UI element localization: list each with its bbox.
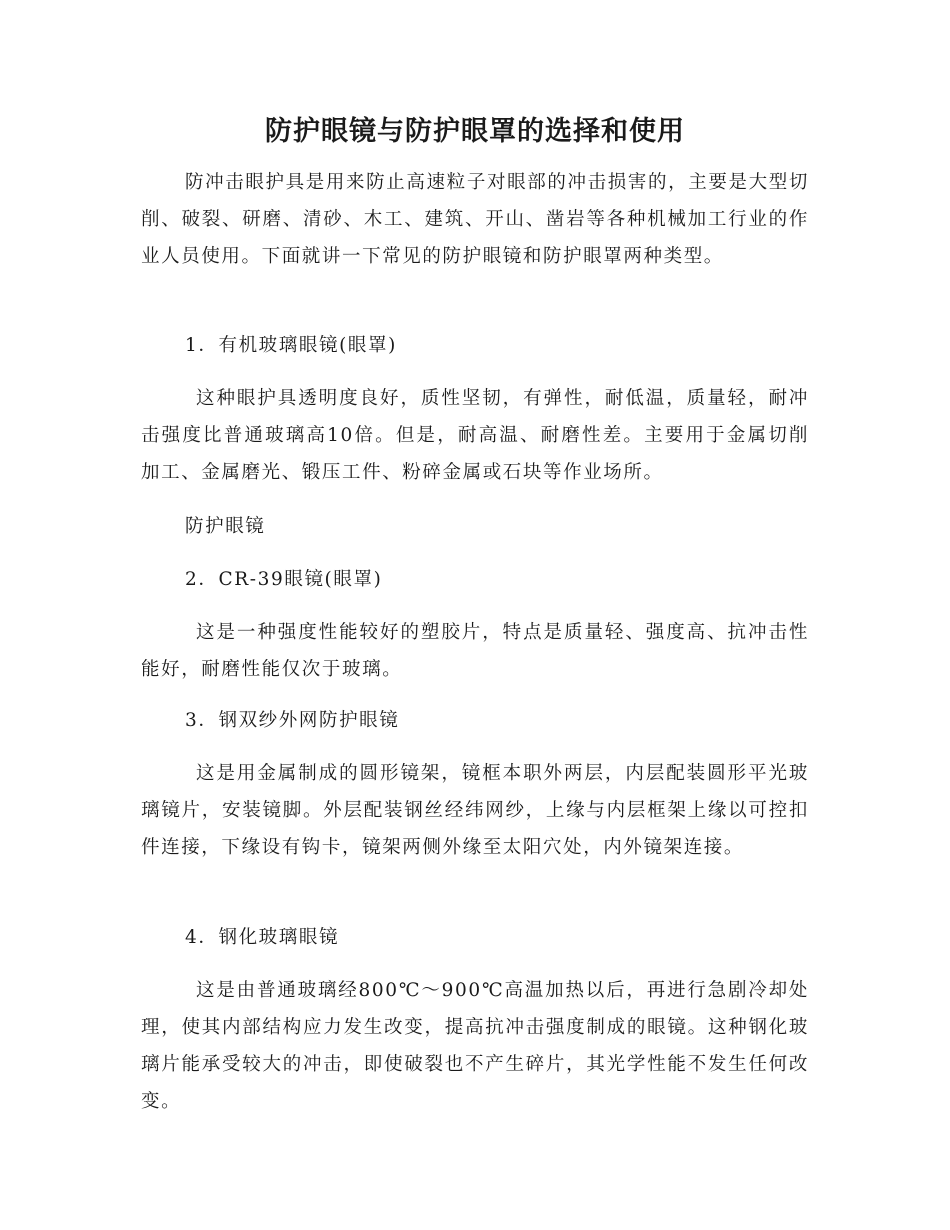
- section-heading-1: 1．有机玻璃眼镜(眼罩): [185, 335, 397, 356]
- section-body-2: 这是一种强度性能较好的塑胶片，特点是质量轻、强度高、抗冲击性能好，耐磨性能仅次于玻璃。: [141, 622, 809, 680]
- section-heading-2: 2．CR-39眼镜(眼罩): [185, 569, 383, 590]
- section-body-1: 这种眼护具透明度良好，质性坚韧，有弹性，耐低温，质量轻，耐冲击强度比普通玻璃高10倍。但是，耐高温、耐磨性差。主要用于金属切削加工、金属磨光、锻压工件、粉碎金属或石块等作业场所。: [141, 388, 809, 483]
- intro-paragraph: 防冲击眼护具是用来防止高速粒子对眼部的冲击损害的，主要是大型切削、破裂、研磨、清砂、木工、建筑、开山、凿岩等各种机械加工行业的作业人员使用。下面就讲一下常见的防护眼镜和防护眼罩两种类型。: [141, 172, 809, 267]
- figure-label: 防护眼镜: [185, 516, 266, 537]
- section-heading-4: 4．钢化玻璃眼镜: [185, 927, 340, 948]
- section-body-3: 这是用金属制成的圆形镜架，镜框本职外两层，内层配装圆形平光玻璃镜片，安装镜脚。外层配装钢丝经纬网纱，上缘与内层框架上缘以可控扣件连接，下缘设有钩卡，镜架两侧外缘至太阳穴处，内外镜架连接。: [141, 763, 809, 858]
- document-title: 防护眼镜与防护眼罩的选择和使用: [265, 116, 685, 147]
- section-body-4: 这是由普通玻璃经800℃～900℃高温加热以后，再进行急剧冷却处理，使其内部结构应力发生改变，提高抗冲击强度制成的眼镜。这种钢化玻璃片能承受较大的冲击，即使破裂也不产生碎片，其光学性能不发生任何改变。: [141, 980, 809, 1112]
- section-heading-3: 3．钢双纱外网防护眼镜: [185, 710, 400, 731]
